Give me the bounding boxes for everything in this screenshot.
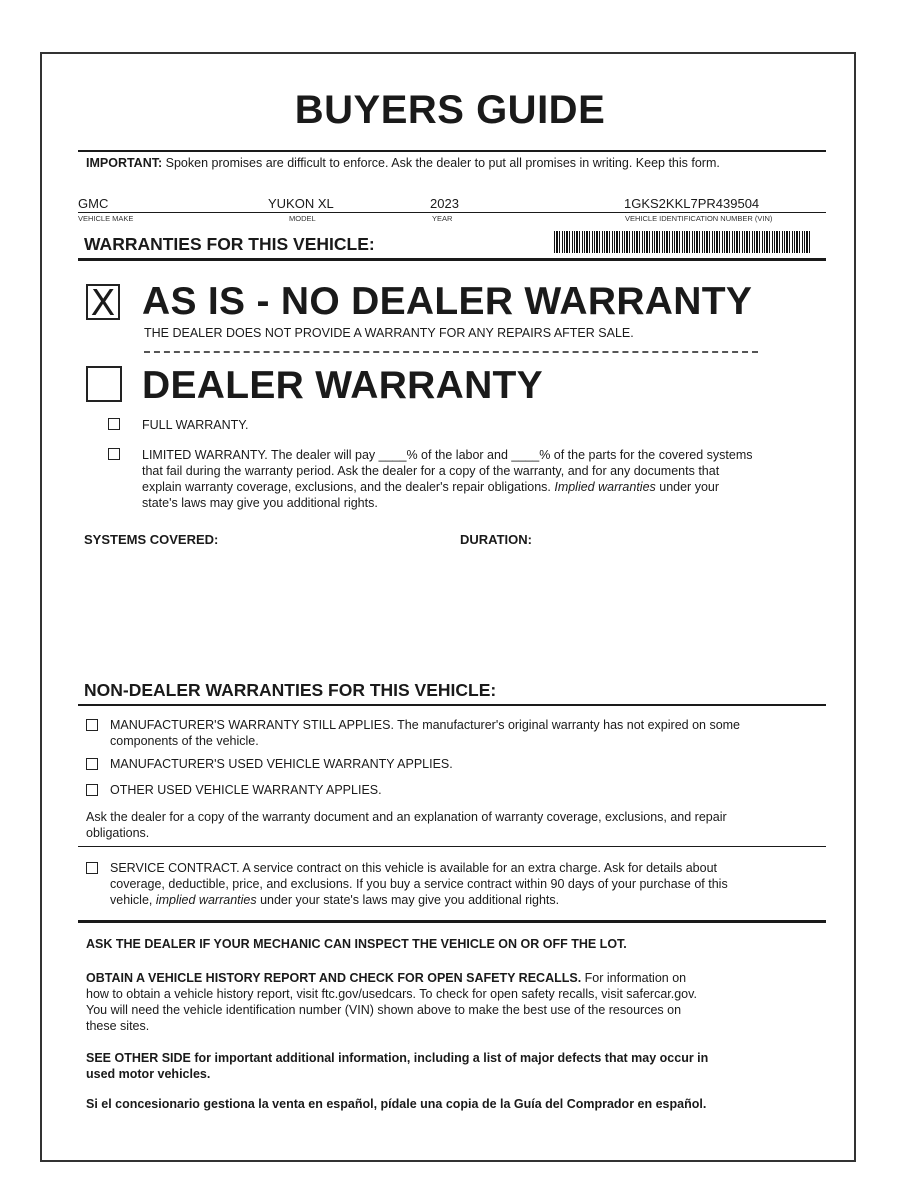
manufacturer-warranty-checkbox[interactable] xyxy=(86,719,98,731)
dealer-warranty-checkbox[interactable] xyxy=(86,366,122,402)
text-segment: under your xyxy=(655,480,720,494)
dashed-divider xyxy=(144,351,758,353)
inspect-notice: ASK THE DEALER IF YOUR MECHANIC CAN INSPECT THE VEHICLE ON OR OFF THE LOT. xyxy=(86,937,627,951)
important-text: Spoken promises are difficult to enforce. Ask the dealer to put all promises in writing. Keep this form. xyxy=(165,156,720,170)
limited-warranty-line: that fail during the warranty period. Ask the dealer for a copy of the warranty, and for any documents that xyxy=(142,464,720,478)
limited-warranty-line: state's laws may give you additional rights. xyxy=(142,496,378,510)
used-manufacturer-warranty-label: MANUFACTURER'S USED VEHICLE WARRANTY APPLIES. xyxy=(110,757,453,771)
non-dealer-heading: NON-DEALER WARRANTIES FOR THIS VEHICLE: xyxy=(84,680,497,700)
text-segment: vehicle, xyxy=(110,893,156,907)
service-contract-line xyxy=(110,892,822,908)
see-other-side-text xyxy=(86,1050,826,1082)
as-is-heading: AS IS - NO DEALER WARRANTY xyxy=(142,280,753,323)
other-used-warranty-checkbox[interactable] xyxy=(86,784,98,796)
as-is-check-mark: X xyxy=(90,283,116,324)
history-line: You will need the vehicle identification number (VIN) shown above to make the best use of the resources on xyxy=(86,1003,682,1017)
vehicle-vin-caption: VEHICLE IDENTIFICATION NUMBER (VIN) xyxy=(625,214,773,223)
vehicle-year-caption: YEAR xyxy=(432,214,453,223)
as-is-subtext: THE DEALER DOES NOT PROVIDE A WARRANTY FOR ANY REPAIRS AFTER SALE. xyxy=(144,326,634,340)
limited-warranty-line xyxy=(142,479,822,495)
see-other-side-line: SEE OTHER SIDE for important additional information, including a list of major defects that may occur in xyxy=(86,1051,709,1065)
text-segment: explain warranty coverage, exclusions, and the dealer's repair obligations. xyxy=(142,480,555,494)
history-line: how to obtain a vehicle history report, visit ftc.gov/usedcars. To check for open safety recalls, visit safercar.gov. xyxy=(86,987,697,1001)
implied-warranties-emphasis: implied warranties xyxy=(155,893,257,907)
as-is-checkbox[interactable] xyxy=(86,283,120,324)
vehicle-model: YUKON XL xyxy=(268,196,334,211)
text-segment: For information on xyxy=(581,971,687,985)
other-used-warranty-label: OTHER USED VEHICLE WARRANTY APPLIES. xyxy=(110,783,382,797)
history-report-text xyxy=(86,970,822,1034)
vehicle-make: GMC xyxy=(78,196,109,211)
service-contract-line: SERVICE CONTRACT. A service contract on this vehicle is available for an extra charge. Ask for details about xyxy=(110,861,717,875)
history-line: these sites. xyxy=(86,1019,150,1033)
divider xyxy=(78,846,826,847)
manufacturer-warranty-line: MANUFACTURER'S WARRANTY STILL APPLIES. The manufacturer's original warranty has not expired on some xyxy=(110,718,741,732)
implied-warranties-emphasis: Implied warranties xyxy=(554,480,656,494)
full-warranty-checkbox[interactable] xyxy=(108,418,120,430)
duration-label: DURATION: xyxy=(460,532,532,547)
divider xyxy=(78,258,826,261)
text-segment: under your state's laws may give you additional rights. xyxy=(256,893,560,907)
limited-warranty-checkbox[interactable] xyxy=(108,448,120,460)
ask-dealer-line: Ask the dealer for a copy of the warranty document and an explanation of warranty coverage, exclusions, and repair xyxy=(86,810,727,824)
see-other-side-line: used motor vehicles. xyxy=(86,1067,211,1081)
divider xyxy=(78,920,826,923)
service-contract-checkbox[interactable] xyxy=(86,862,98,874)
vehicle-model-caption: MODEL xyxy=(289,214,316,223)
divider xyxy=(78,704,826,706)
dealer-warranty-heading: DEALER WARRANTY xyxy=(142,364,543,407)
warranties-heading: WARRANTIES FOR THIS VEHICLE: xyxy=(84,234,375,254)
divider xyxy=(78,150,826,152)
spanish-notice: Si el concesionario gestiona la venta en español, pídale una copia de la Guía del Comprador en español. xyxy=(86,1097,707,1111)
important-label: IMPORTANT: xyxy=(86,156,163,170)
vehicle-make-caption: VEHICLE MAKE xyxy=(78,214,134,223)
ask-dealer-line: obligations. xyxy=(86,826,150,840)
vin-barcode xyxy=(554,231,812,253)
page-title: BUYERS GUIDE xyxy=(294,88,606,132)
full-warranty-label: FULL WARRANTY. xyxy=(142,418,249,432)
history-heading: OBTAIN A VEHICLE HISTORY REPORT AND CHECK FOR OPEN SAFETY RECALLS. xyxy=(86,971,582,985)
history-line xyxy=(86,970,822,986)
systems-covered-label: SYSTEMS COVERED: xyxy=(84,532,219,547)
ask-dealer-text xyxy=(86,809,822,841)
limited-warranty-text xyxy=(142,447,822,511)
vehicle-year: 2023 xyxy=(430,196,459,211)
manufacturer-warranty-text xyxy=(110,717,822,749)
important-notice xyxy=(86,156,720,170)
vehicle-underline xyxy=(78,212,826,213)
service-contract-line: coverage, deductible, price, and exclusions. If you buy a service contract within 90 days of your purchase of this xyxy=(110,877,728,891)
limited-warranty-line: LIMITED WARRANTY. The dealer will pay ____% of the labor and ____% of the parts for the covered systems xyxy=(142,448,753,462)
buyers-guide-form xyxy=(40,52,856,1162)
used-manufacturer-warranty-checkbox[interactable] xyxy=(86,758,98,770)
vehicle-vin: 1GKS2KKL7PR439504 xyxy=(624,196,760,211)
manufacturer-warranty-line: components of the vehicle. xyxy=(110,734,259,748)
service-contract-text xyxy=(110,860,822,908)
